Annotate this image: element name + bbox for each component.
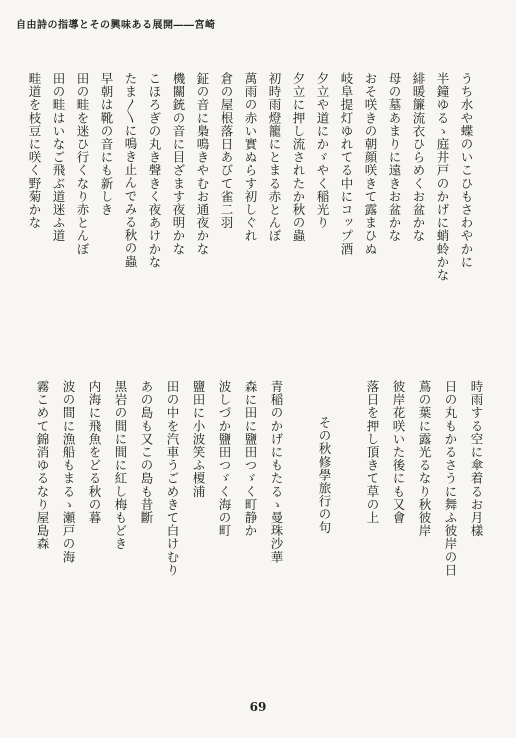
- haiku-line: 半鐘ゆるゝ庭井戸のかげに蛸蛉かな: [435, 72, 450, 282]
- section-subhead: その秋修學旅行の句: [317, 416, 332, 534]
- haiku-line: 夕立に押し流されたか秋の蟲: [291, 72, 306, 243]
- haiku-line: 初時雨燈籠にとまる赤とんぼ: [267, 72, 282, 243]
- haiku-line: 森に田に鹽田つゞく町静か: [243, 380, 258, 538]
- haiku-line: 時雨する空に傘着るお月樣: [469, 380, 484, 538]
- haiku-line: 倉の屋根落日あびて雀二羽: [219, 72, 234, 230]
- haiku-line: 早朝は靴の音にも新しき: [99, 72, 114, 217]
- haiku-line: 青稲のかげにもたるゝ曼珠沙華: [269, 380, 284, 564]
- haiku-line: うち水や蝶のいこひもさわやかに: [459, 72, 474, 269]
- haiku-line: 黒岩の間に間に紅し梅もどき: [113, 380, 128, 551]
- haiku-block-bottom: [22, 380, 482, 620]
- haiku-line: 萬雨の赤い實ぬらす初しぐれ: [243, 72, 258, 243]
- haiku-line: こほろぎの丸き聲きく夜あけかな: [147, 72, 162, 269]
- haiku-block-top: [16, 72, 472, 312]
- haiku-line: 田の畦はいなご飛ぶ道迷ふ道: [51, 72, 66, 243]
- haiku-line: 緋暖簾流衣ひらめくお盆かな: [411, 72, 426, 243]
- page-number: 69: [249, 700, 267, 714]
- haiku-line: 波しづか鹽田つゞく海の町: [217, 380, 232, 538]
- column-gap: [330, 380, 352, 620]
- haiku-line: 田の畦を迷ひ行くなり赤とんぼ: [75, 72, 90, 256]
- haiku-line: たま〳〵に鳴き止んでみる秋の蟲: [123, 72, 138, 268]
- haiku-line: 内海に飛魚をどる秋の暮: [87, 380, 102, 525]
- haiku-line: 彼岸花咲いた後にも又會: [391, 380, 406, 525]
- haiku-line: 鹽田に小波笑ふ榎浦: [191, 380, 206, 498]
- haiku-line: あの島も又この島も昔斷: [139, 380, 154, 525]
- haiku-line: 機關銃の音に目ざます夜明かな: [171, 72, 186, 256]
- haiku-line: 夕立や道にかゞやく稲光り: [315, 72, 330, 230]
- haiku-line: 畦道を枝豆に咲く野菊かな: [27, 72, 42, 230]
- column-gap: [282, 380, 304, 620]
- haiku-line: 蔦の葉に露光るなり秋彼岸: [417, 380, 432, 538]
- haiku-line: 霧こめて錦消ゆるなり屋島森: [35, 380, 50, 551]
- haiku-line: 日の丸もかるさうに舞ふ彼岸の日: [443, 380, 458, 577]
- haiku-line: 岐阜提灯ゆれてる中にコップ酒: [339, 72, 354, 256]
- haiku-line: おそ咲きの朝顔咲きて露まひぬ: [363, 72, 378, 256]
- haiku-line: 田の中を汽車うごめきて白けむり: [165, 380, 180, 577]
- running-head: 自由詩の指導とその興味ある展開――宮崎: [16, 20, 216, 31]
- haiku-line: 母の墓あまりに遠きお盆かな: [387, 72, 402, 243]
- haiku-line: 鉦の音に梟鳴きやむお通夜かな: [195, 72, 210, 256]
- haiku-line: 波の間に漁船もまるゝ瀬戸の海: [61, 380, 76, 564]
- haiku-line: 落日を押し頂きて草の上: [365, 380, 380, 525]
